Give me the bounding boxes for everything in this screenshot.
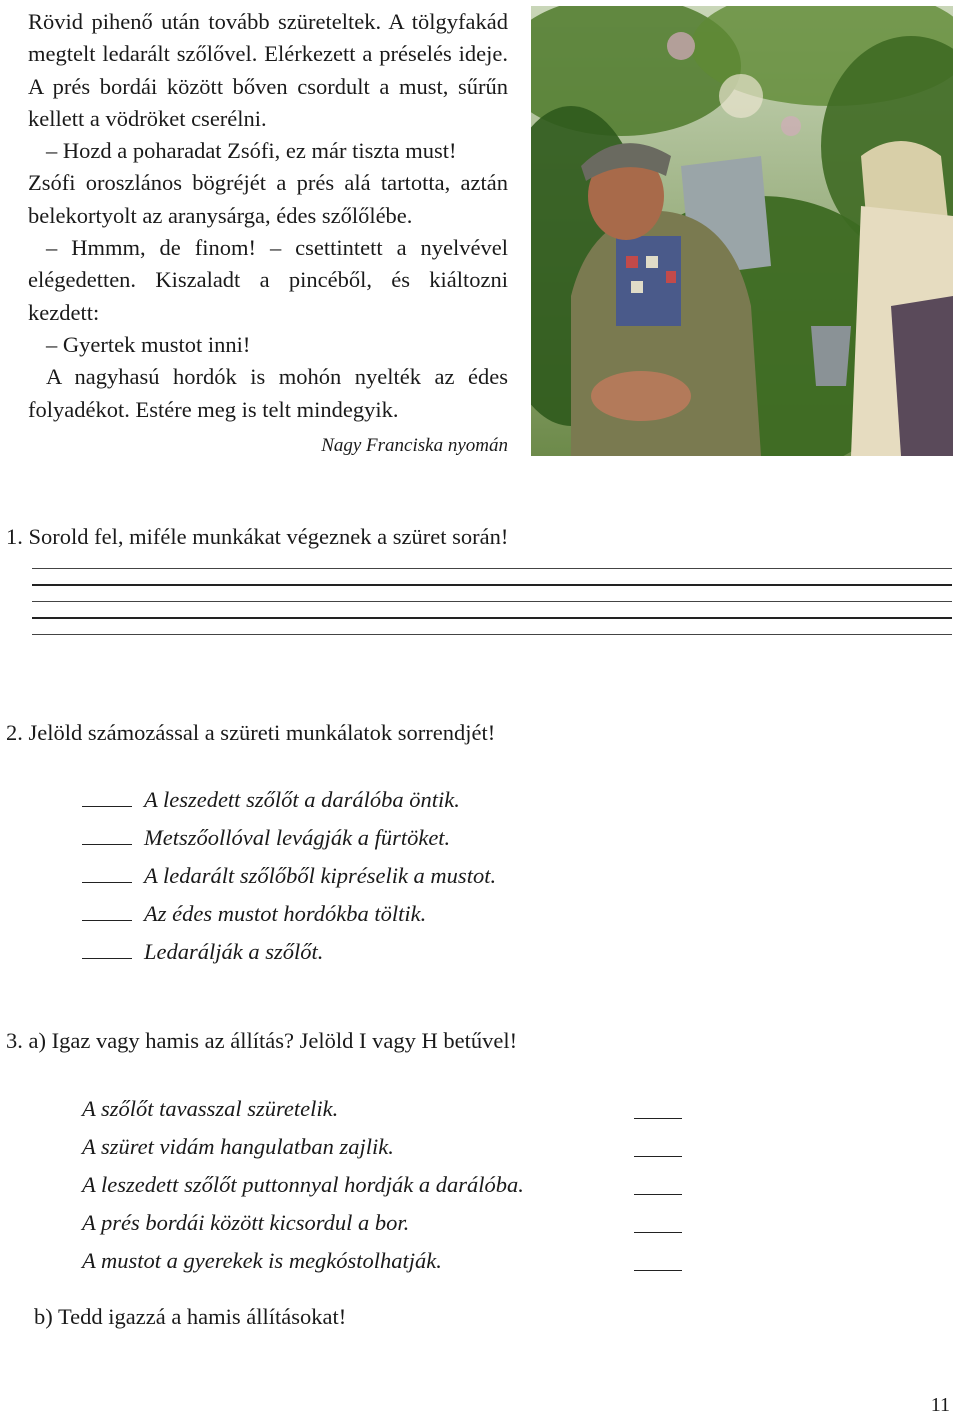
story-paragraph: – Hozd a poharadat Zsófi, ez már tiszta must! [46,138,457,164]
order-blank[interactable] [82,856,132,883]
tf-item [82,1090,682,1128]
task3b-question: b) Tedd igazzá a hamis állításokat! [34,1304,347,1329]
answer-line[interactable] [32,568,952,569]
order-blank[interactable] [82,780,132,807]
order-blank[interactable] [82,818,132,845]
order-item [82,818,496,856]
tf-blank[interactable] [634,1248,682,1271]
story-paragraph: – Hmmm, de finom! – csettintett a nyelvével elégedetten. Kiszaladt a pincéből, és kiáltozni kezdett: [28,235,508,325]
answer-line[interactable] [32,634,952,635]
tf-item-text: A prés bordái között kicsordul a bor. [82,1210,410,1235]
tf-item-text: A szüret vidám hangulatban zajlik. [82,1134,394,1159]
task2-question: 2. Jelöld számozással a szüreti munkálatok sorrendjét! [6,720,496,745]
tf-item [82,1242,682,1280]
tf-blank[interactable] [634,1134,682,1157]
tf-item-text: A mustot a gyerekek is megkóstolhatják. [82,1248,442,1273]
order-item [82,932,496,970]
task1-question: 1. Sorold fel, miféle munkákat végeznek a szüret során! [6,524,509,549]
order-item [82,894,496,932]
order-blank[interactable] [82,932,132,959]
order-item-text: Ledarálják a szőlőt. [144,939,324,964]
tf-item-text: A leszedett szőlőt puttonnyal hordják a darálóba. [82,1172,524,1197]
order-blank[interactable] [82,894,132,921]
tf-item-text: A szőlőt tavasszal szüretelik. [82,1096,339,1121]
order-item-text: A ledarált szőlőből kipréselik a mustot. [144,863,497,888]
order-item-text: Az édes mustot hordókba töltik. [144,901,427,926]
true-false-list [82,1090,682,1280]
tf-item [82,1128,682,1166]
answer-line[interactable] [32,617,952,619]
order-item-text: A leszedett szőlőt a darálóba öntik. [144,787,460,812]
page-number: 11 [930,1394,950,1416]
answer-lines [32,568,952,650]
task3a-question: 3. a) Igaz vagy hamis az állítás? Jelöld I vagy H betűvel! [6,1028,518,1053]
order-list [82,780,496,970]
tf-blank[interactable] [634,1210,682,1233]
story-paragraph: Zsófi oroszlános bögréjét a prés alá tartotta, aztán belekortyolt az aranysárga, édes szőlőlébe. [28,170,508,228]
harvest-photo-illustration [531,6,953,456]
answer-line[interactable] [32,601,952,602]
story-attribution: Nagy Franciska nyomán [321,434,508,456]
answer-line[interactable] [32,584,952,586]
tf-item [82,1166,682,1204]
story-paragraph: Rövid pihenő után tovább szüreteltek. A tölgyfakád megtelt ledarált szőlővel. Elérkezett a préselés ideje. A prés bordái között bőven csordult a must, sűrűn kellett a vödröket cserélni. [28,9,508,131]
order-item [82,780,496,818]
grape-harvest-photo [531,6,953,456]
story-paragraph: A nagyhasú hordók is mohón nyelték az édes folyadékot. Estére meg is telt mindegyik. [28,364,508,422]
tf-blank[interactable] [634,1096,682,1119]
order-item [82,856,496,894]
tf-blank[interactable] [634,1172,682,1195]
story-paragraph: – Gyertek mustot inni! [46,331,251,357]
tf-item [82,1204,682,1242]
order-item-text: Metszőollóval levágják a fürtöket. [144,825,451,850]
story-text [28,6,508,460]
